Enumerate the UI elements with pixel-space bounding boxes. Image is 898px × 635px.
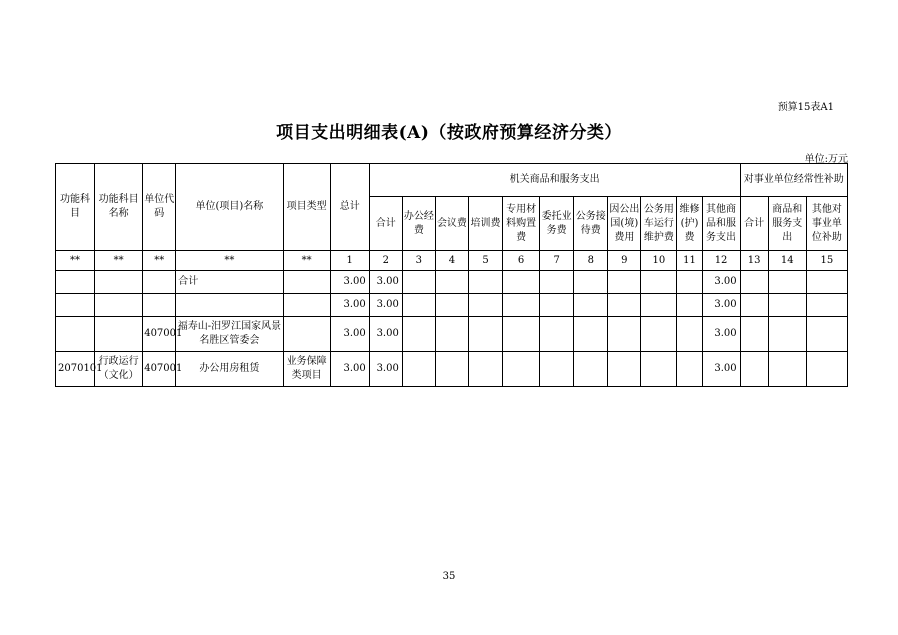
table-cell: 3.00 bbox=[330, 271, 369, 294]
header-subsidy-total: 合计 bbox=[740, 197, 768, 251]
header-unit-code: 单位代码 bbox=[143, 164, 176, 251]
table-cell bbox=[468, 352, 502, 387]
index-cell: 5 bbox=[468, 251, 502, 271]
table-cell: 3.00 bbox=[369, 352, 402, 387]
header-other-goods-services: 其他商品和服务支出 bbox=[702, 197, 740, 251]
header-goods-services-group: 机关商品和服务支出 bbox=[369, 164, 740, 197]
header-func-subject-name: 功能科目名称 bbox=[95, 164, 143, 251]
table-cell bbox=[176, 294, 283, 317]
table-cell bbox=[283, 294, 330, 317]
table-cell bbox=[574, 352, 608, 387]
index-cell: 7 bbox=[540, 251, 574, 271]
table-cell bbox=[503, 317, 540, 352]
header-subsidy-group: 对事业单位经常性补助 bbox=[740, 164, 847, 197]
table-row bbox=[56, 317, 848, 352]
table-cell bbox=[574, 271, 608, 294]
header-total: 总计 bbox=[330, 164, 369, 251]
table-cell bbox=[768, 352, 806, 387]
table-row bbox=[56, 352, 848, 387]
table-cell bbox=[56, 271, 95, 294]
table-cell bbox=[608, 294, 641, 317]
table-cell: 3.00 bbox=[702, 352, 740, 387]
table-cell bbox=[806, 352, 847, 387]
table-cell: 3.00 bbox=[702, 294, 740, 317]
index-cell: 9 bbox=[608, 251, 641, 271]
table-cell bbox=[608, 352, 641, 387]
header-special-materials: 专用材料购置费 bbox=[503, 197, 540, 251]
table-cell bbox=[740, 317, 768, 352]
header-office-expense: 办公经费 bbox=[402, 197, 435, 251]
table-cell bbox=[574, 317, 608, 352]
table-cell bbox=[540, 352, 574, 387]
index-cell: 2 bbox=[369, 251, 402, 271]
table-cell: 行政运行（文化） bbox=[95, 352, 143, 387]
table-cell: 3.00 bbox=[330, 317, 369, 352]
table-cell: 3.00 bbox=[330, 294, 369, 317]
table-cell bbox=[740, 294, 768, 317]
table-cell bbox=[677, 294, 702, 317]
header-meeting-expense: 会议费 bbox=[435, 197, 468, 251]
budget-table bbox=[55, 163, 848, 387]
table-cell bbox=[574, 294, 608, 317]
table-cell bbox=[435, 294, 468, 317]
header-overseas-travel: 因公出国(境)费用 bbox=[608, 197, 641, 251]
table-cell: 2070101 bbox=[56, 352, 95, 387]
header-repair-expense: 维修(护)费 bbox=[677, 197, 702, 251]
table-cell bbox=[143, 294, 176, 317]
table-cell bbox=[95, 271, 143, 294]
index-cell: 12 bbox=[702, 251, 740, 271]
table-cell bbox=[503, 271, 540, 294]
index-cell: 14 bbox=[768, 251, 806, 271]
header-training-expense: 培训费 bbox=[468, 197, 502, 251]
page-number: 35 bbox=[442, 571, 456, 582]
table-cell bbox=[677, 317, 702, 352]
table-cell bbox=[677, 271, 702, 294]
table-cell: 3.00 bbox=[369, 317, 402, 352]
table-cell bbox=[468, 271, 502, 294]
table-cell bbox=[468, 317, 502, 352]
header-func-subject: 功能科目 bbox=[56, 164, 95, 251]
table-cell: 3.00 bbox=[330, 352, 369, 387]
table-cell: 办公用房租赁 bbox=[176, 352, 283, 387]
table-cell bbox=[540, 271, 574, 294]
header-commissioned-business: 委托业务费 bbox=[540, 197, 574, 251]
table-row bbox=[56, 294, 848, 317]
table-cell: 3.00 bbox=[702, 317, 740, 352]
table-cell bbox=[641, 294, 677, 317]
table-cell bbox=[95, 294, 143, 317]
header-subsidy-other: 其他对事业单位补助 bbox=[806, 197, 847, 251]
table-cell: 3.00 bbox=[369, 294, 402, 317]
table-cell bbox=[641, 317, 677, 352]
index-cell: ** bbox=[56, 251, 95, 271]
table-cell bbox=[56, 294, 95, 317]
table-cell bbox=[740, 271, 768, 294]
table-cell bbox=[435, 352, 468, 387]
unit-label: 单位:万元 bbox=[804, 154, 848, 165]
table-cell bbox=[768, 271, 806, 294]
table-cell bbox=[402, 317, 435, 352]
table-cell: 407001 bbox=[143, 352, 176, 387]
index-row bbox=[56, 251, 848, 271]
index-cell: 3 bbox=[402, 251, 435, 271]
table-cell bbox=[468, 294, 502, 317]
index-cell: 10 bbox=[641, 251, 677, 271]
index-cell: 6 bbox=[503, 251, 540, 271]
table-cell bbox=[435, 317, 468, 352]
table-cell bbox=[768, 294, 806, 317]
header-goods-total: 合计 bbox=[369, 197, 402, 251]
table-cell bbox=[143, 271, 176, 294]
table-cell: 3.00 bbox=[702, 271, 740, 294]
table-cell bbox=[56, 317, 95, 352]
table-cell bbox=[435, 271, 468, 294]
index-cell: 15 bbox=[806, 251, 847, 271]
table-cell bbox=[540, 317, 574, 352]
table-cell bbox=[402, 352, 435, 387]
table-cell bbox=[740, 352, 768, 387]
table-cell: 福寿山-汨罗江国家风景名胜区管委会 bbox=[176, 317, 283, 352]
page-title: 项目支出明细表(A)（按政府预算经济分类） bbox=[276, 123, 622, 143]
document-code: 预算15表A1 bbox=[777, 102, 834, 113]
index-cell: 4 bbox=[435, 251, 468, 271]
table-cell bbox=[283, 317, 330, 352]
table-cell bbox=[641, 352, 677, 387]
table-cell bbox=[503, 352, 540, 387]
table-cell bbox=[402, 294, 435, 317]
table-cell bbox=[768, 317, 806, 352]
table-cell: 业务保障类项目 bbox=[283, 352, 330, 387]
table-cell bbox=[402, 271, 435, 294]
header-vehicle-maintenance: 公务用车运行维护费 bbox=[641, 197, 677, 251]
index-cell: ** bbox=[95, 251, 143, 271]
table-cell: 3.00 bbox=[369, 271, 402, 294]
index-cell: 1 bbox=[330, 251, 369, 271]
table-cell bbox=[806, 294, 847, 317]
table-row bbox=[56, 271, 848, 294]
table-cell bbox=[608, 271, 641, 294]
table-cell bbox=[540, 294, 574, 317]
table-cell bbox=[641, 271, 677, 294]
table-cell bbox=[95, 317, 143, 352]
header-unit-project-name: 单位(项目)名称 bbox=[176, 164, 283, 251]
table-cell: 合计 bbox=[176, 271, 283, 294]
index-cell: 13 bbox=[740, 251, 768, 271]
index-cell: 8 bbox=[574, 251, 608, 271]
table-cell bbox=[608, 317, 641, 352]
index-cell: ** bbox=[176, 251, 283, 271]
table-cell bbox=[806, 317, 847, 352]
table-cell bbox=[503, 294, 540, 317]
table-cell bbox=[806, 271, 847, 294]
header-subsidy-goods-services: 商品和服务支出 bbox=[768, 197, 806, 251]
index-cell: ** bbox=[283, 251, 330, 271]
table-cell bbox=[677, 352, 702, 387]
index-cell: 11 bbox=[677, 251, 702, 271]
index-cell: ** bbox=[143, 251, 176, 271]
table-cell bbox=[283, 271, 330, 294]
header-official-reception: 公务接待费 bbox=[574, 197, 608, 251]
table-cell: 407001 bbox=[143, 317, 176, 352]
header-project-type: 项目类型 bbox=[283, 164, 330, 251]
